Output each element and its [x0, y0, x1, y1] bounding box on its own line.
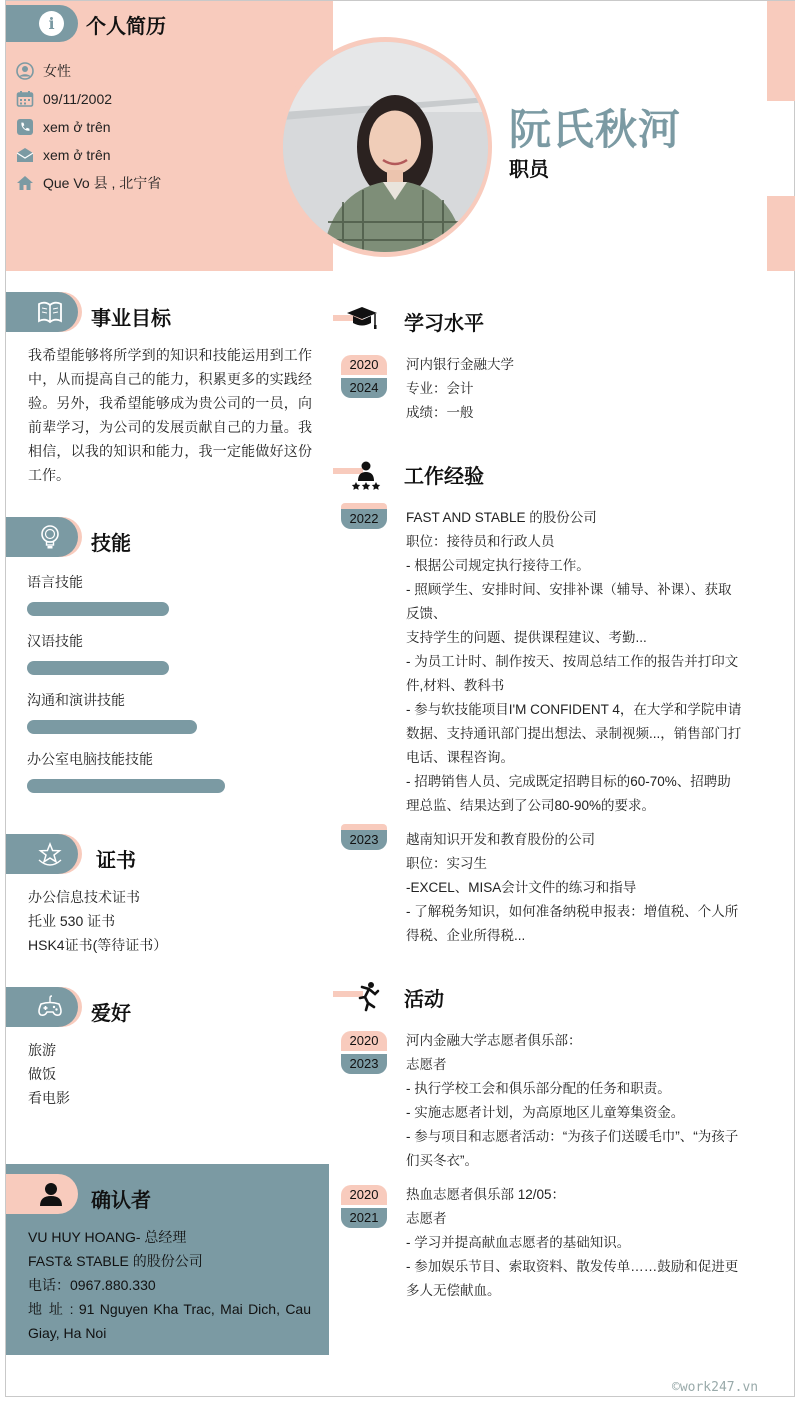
skill-label: 语言技能	[27, 574, 83, 590]
candidate-name: 阮氏秋河	[509, 106, 682, 153]
certificates-title: 证书	[96, 850, 136, 872]
contact-list	[16, 57, 161, 197]
referee-tab	[6, 1174, 78, 1214]
education-line: 成绩：一般	[406, 405, 474, 420]
header-accent-bar-top	[767, 1, 795, 101]
activities-title: 活动	[404, 989, 444, 1011]
activity-line: - 参加娱乐节目、索取资料、散发传单……鼓励和促进更多人无偿献血。	[406, 1259, 739, 1298]
contact-email	[16, 141, 161, 169]
referee-details	[28, 1225, 311, 1345]
contact-birthday	[16, 85, 161, 113]
experience-line: 职位：实习生	[406, 856, 487, 871]
page-title: 个人简历	[86, 16, 166, 38]
contact-text: xem ở trên	[43, 119, 111, 135]
person-icon	[38, 1181, 64, 1207]
activity-line: - 参与项目和志愿者活动：“为孩子们送暖毛巾”、“为孩子们买冬衣”。	[406, 1129, 739, 1168]
skills-tab	[6, 517, 78, 557]
experience-line: - 根据公司规定执行接待工作。	[406, 558, 590, 573]
experience-year: 2022	[341, 509, 387, 529]
experience-line: 越南知识开发和教育股份的公司	[406, 832, 595, 847]
education-line: 河内银行金融大学	[406, 357, 514, 372]
education-entry	[406, 353, 742, 425]
activity-line: - 学习并提高献血志愿者的基础知识。	[406, 1235, 631, 1250]
skill-bar	[27, 602, 169, 616]
phone-icon	[16, 118, 34, 136]
lightbulb-icon	[36, 523, 64, 551]
skills-title: 技能	[91, 533, 131, 555]
profile-photo-illustration	[283, 42, 488, 252]
activity-line: 志愿者	[406, 1211, 447, 1226]
experience-line: - 为员工计时、制作按天、按周总结工作的报告并打印文件,材料、教科书	[406, 654, 739, 693]
contact-phone	[16, 113, 161, 141]
hobbies-list	[28, 1038, 70, 1110]
activity-entry	[406, 1183, 742, 1303]
activity-line: 志愿者	[406, 1057, 447, 1072]
education-year-from: 2020	[341, 355, 387, 375]
skill-label: 办公室电脑技能技能	[27, 751, 153, 767]
envelope-icon	[16, 146, 34, 164]
education-year-to: 2024	[341, 378, 387, 398]
watermark: ©work247.vn	[672, 1380, 759, 1395]
worker-icon	[350, 459, 382, 491]
objective-text: 我希望能够将所学到的知识和技能运用到工作中，从而提高自己的能力，积累更多的实践经验。另外，我希望能够成为贵公司的一员，向前辈学习，为公司的发展贡献自己的力量。我相信，以我的知识和能力，我一定能做好这份工作。	[28, 347, 312, 483]
referee-line: VU HUY HOANG- 总经理	[28, 1229, 187, 1245]
activity-line: - 执行学校工会和俱乐部分配的任务和职责。	[406, 1081, 671, 1096]
experience-year: 2023	[341, 830, 387, 850]
objective-tab	[6, 292, 78, 332]
experience-line: 职位：接待员和行政人员	[406, 534, 555, 549]
skill-bar	[27, 720, 197, 734]
candidate-role: 职员	[509, 159, 549, 181]
hobbies-tab	[6, 987, 78, 1027]
skill-label: 汉语技能	[27, 633, 83, 649]
contact-text: 09/11/2002	[43, 91, 113, 107]
activity-entry	[406, 1029, 742, 1173]
activity-year-from: 2020	[341, 1031, 387, 1051]
contact-gender	[16, 57, 161, 85]
experience-title: 工作经验	[404, 466, 484, 488]
profile-photo	[283, 42, 488, 252]
activity-year-to: 2023	[341, 1054, 387, 1074]
experience-line: - 了解税务知识，如何准备纳税申报表：增值税、个人所得税、企业所得税...	[406, 904, 739, 943]
contact-text: xem ở trên	[43, 147, 111, 163]
experience-entry	[406, 506, 742, 818]
hobby-item: 做饭	[28, 1066, 56, 1082]
referee-title: 确认者	[91, 1190, 151, 1212]
book-icon	[36, 298, 64, 326]
calendar-icon	[16, 90, 34, 108]
activity-line: - 实施志愿者计划，为高原地区儿童筹集资金。	[406, 1105, 685, 1120]
certificate-item: HSK4证书(等待证书）	[28, 937, 168, 953]
user-icon	[16, 62, 34, 80]
contact-text: 女性	[43, 63, 71, 79]
experience-line: - 参与软技能项目I'M CONFIDENT 4，在大学和学院申请数据、支持通讯部门提出想法、录制视频...，销售部门打电话、课程咨询。	[406, 702, 742, 765]
experience-line: FAST AND STABLE 的股份公司	[406, 510, 597, 525]
certificates-tab	[6, 834, 78, 874]
home-icon	[16, 174, 34, 192]
contact-text: Que Vo 县 , 北宁省	[43, 175, 162, 191]
gamepad-icon	[36, 993, 64, 1021]
contact-address	[16, 169, 161, 197]
hobby-item: 旅游	[28, 1042, 56, 1058]
skill-label: 沟通和演讲技能	[27, 692, 125, 708]
title-tab	[6, 5, 78, 42]
education-title: 学习水平	[404, 313, 484, 335]
graduation-cap-icon	[346, 303, 378, 335]
activity-line: 热血志愿者俱乐部 12/05：	[406, 1187, 566, 1202]
skill-bar	[27, 661, 169, 675]
hobby-item: 看电影	[28, 1090, 70, 1106]
experience-line: -EXCEL、MISA会计文件的练习和指导	[406, 880, 637, 895]
certificates-list	[28, 885, 167, 957]
certificate-item: 办公信息技术证书	[28, 889, 140, 905]
activity-year-to: 2021	[341, 1208, 387, 1228]
header-accent-bar-bottom	[767, 196, 795, 271]
certificate-item: 托业 530 证书	[28, 913, 116, 929]
experience-entry	[406, 828, 742, 948]
referee-line: 地 址 : 91 Nguyen Kha Trac, Mai Dich, Cau Giay, Ha Noi	[28, 1301, 311, 1341]
hobbies-title: 爱好	[91, 1003, 131, 1025]
experience-line: 支持学生的问题、提供课程建议、考勤...	[406, 630, 647, 645]
activity-figure-icon	[350, 981, 382, 1013]
experience-line: - 招聘销售人员、完成既定招聘目标的60-70%、招聘助理总监、结果达到了公司80-90%的要求。	[406, 774, 731, 813]
info-icon: i	[39, 11, 64, 36]
referee-line: 电话：0967.880.330	[28, 1277, 156, 1293]
award-star-icon	[36, 840, 64, 868]
referee-line: FAST& STABLE 的股份公司	[28, 1253, 203, 1269]
objective-title: 事业目标	[91, 308, 171, 330]
activity-year-from: 2020	[341, 1185, 387, 1205]
experience-line: - 照顾学生、安排时间、安排补课（辅导、补课）、获取反馈、	[406, 582, 732, 621]
activity-line: 河内金融大学志愿者俱乐部：	[406, 1033, 582, 1048]
resume-page	[5, 0, 795, 1397]
education-line: 专业：会计	[406, 381, 474, 396]
skill-bar	[27, 779, 225, 793]
